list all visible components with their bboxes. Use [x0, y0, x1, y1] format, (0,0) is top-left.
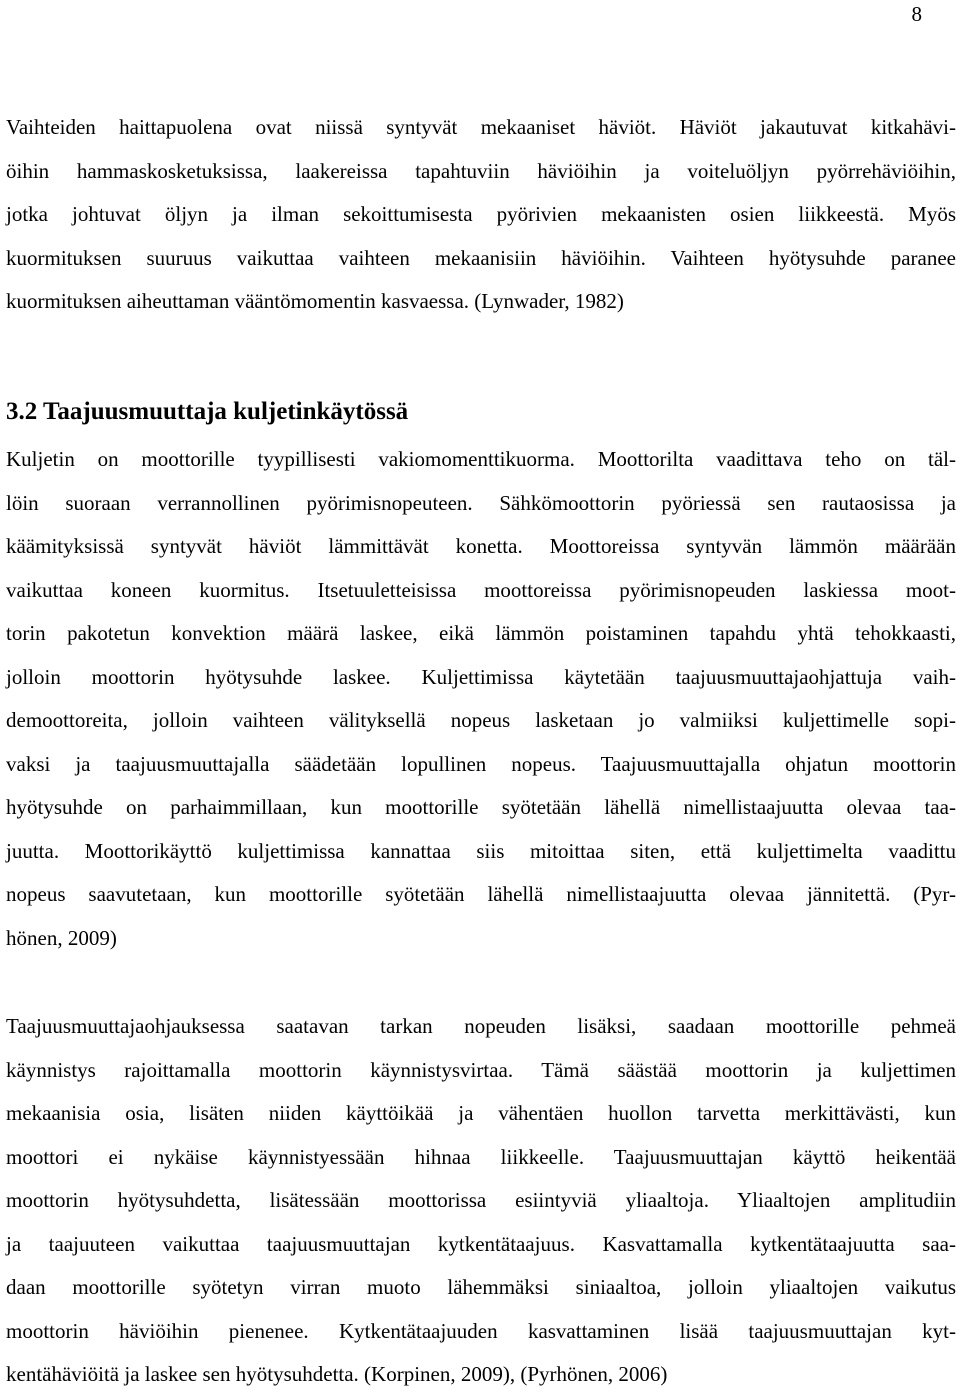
text-line: torin pakotetun konvektion määrä laskee, eikä lämmön poistaminen tapahdu yhtä tehokkaasti, — [6, 621, 956, 645]
text-line: moottorin hyötysuhdetta, lisätessään moottorissa esiintyviä yliaaltoja. Yliaaltojen amplitudiin — [6, 1188, 956, 1212]
text-line: Vaihteiden haittapuolena ovat niissä syntyvät mekaaniset häviöt. Häviöt jakautuvat kitkahävi- — [6, 115, 956, 139]
section-heading: 3.2 Taajuusmuuttaja kuljetinkäytössä — [6, 398, 409, 425]
text-line: demoottoreita, jolloin vaihteen välityksellä nopeus lasketaan jo valmiiksi kuljettimelle sopi- — [6, 708, 956, 732]
text-line: löin suoraan verrannollinen pyörimisnopeuteen. Sähkömoottorin pyöriessä sen rautaosissa ja — [6, 490, 956, 515]
text-line: vaikuttaa koneen kuormitus. Itsetuuletteisissa moottoreissa pyörimisnopeuden laskiessa moot- — [6, 577, 956, 602]
text-line: käämityksissä syntyvät häviöt lämmittävät konetta. Moottoreissa syntyvän lämmön määrään — [6, 534, 956, 558]
text-line: moottori ei nykäise käynnistyessään hihnaa liikkeelle. Taajuusmuuttajan käyttö heikentää — [6, 1144, 956, 1169]
text-line: käynnistys rajoittamalla moottorin käynnistysvirtaa. Tämä säästää moottorin ja kuljettimen — [6, 1057, 956, 1082]
paragraph-frequency-converter — [6, 1005, 956, 1397]
text-line: öihin hammaskosketuksissa, laakereissa tapahtuviin häviöihin ja voiteluöljyn pyörrehäviöihin, — [6, 158, 956, 183]
text-line: hönen, 2009) — [6, 925, 117, 950]
text-line: vaksi ja taajuusmuuttajalla säädetään lopullinen nopeus. Taajuusmuuttajalla ohjatun moottorin — [6, 751, 956, 776]
text-line: nopeus saavutetaan, kun moottorille syötetään lähellä nimellistaajuutta olevaa jännitettä. (Pyr- — [6, 882, 956, 906]
text-line: daan moottorille syötetyn virran muoto lähemmäksi siniaaltoa, jolloin yliaaltojen vaikutus — [6, 1275, 956, 1299]
text-line: kuormituksen suuruus vaikuttaa vaihteen mekaanisiin häviöihin. Vaihteen hyötysuhde paranee — [6, 245, 956, 270]
text-line: jolloin moottorin hyötysuhde laskee. Kuljettimissa käytetään taajuusmuuttajaohjattuja vaih- — [6, 664, 956, 689]
text-line: kuormituksen aiheuttaman vääntömomentin kasvaessa. (Lynwader, 1982) — [6, 289, 624, 313]
text-line: moottorin häviöihin pienenee. Kytkentätaajuuden kasvattaminen lisää taajuusmuuttajan kyt- — [6, 1318, 956, 1343]
text-line: ja taajuuteen vaikuttaa taajuusmuuttajan kytkentätaajuus. Kasvattamalla kytkentätaajuutta saa- — [6, 1231, 956, 1256]
text-line: mekaanisia osia, lisäten niiden käyttöikää ja vähentäen huollon tarvetta merkittävästi, kun — [6, 1101, 956, 1125]
text-line: kentähäviöitä ja laskee sen hyötysuhdetta. (Korpinen, 2009), (Pyrhönen, 2006) — [6, 1362, 668, 1386]
paragraph-gear-losses — [6, 106, 956, 324]
text-line: Taajuusmuuttajaohjauksessa saatavan tarkan nopeuden lisäksi, saadaan moottorille pehmeä — [6, 1014, 956, 1038]
paragraph-conveyor-motor — [6, 438, 956, 960]
text-line: juutta. Moottorikäyttö kuljettimissa kannattaa siis mitoittaa siten, että kuljettimelta vaadittu — [6, 838, 956, 863]
page-number: 8 — [911, 2, 922, 26]
text-line: hyötysuhde on parhaimmillaan, kun moottorille syötetään lähellä nimellistaajuutta olevaa taa- — [6, 795, 956, 819]
text-line: jotka johtuvat öljyn ja ilman sekoittumisesta pyörivien mekaanisten osien liikkeestä. Myös — [6, 202, 956, 226]
text-line: Kuljetin on moottorille tyypillisesti vakiomomenttikuorma. Moottorilta vaadittava teho on täl- — [6, 447, 956, 471]
